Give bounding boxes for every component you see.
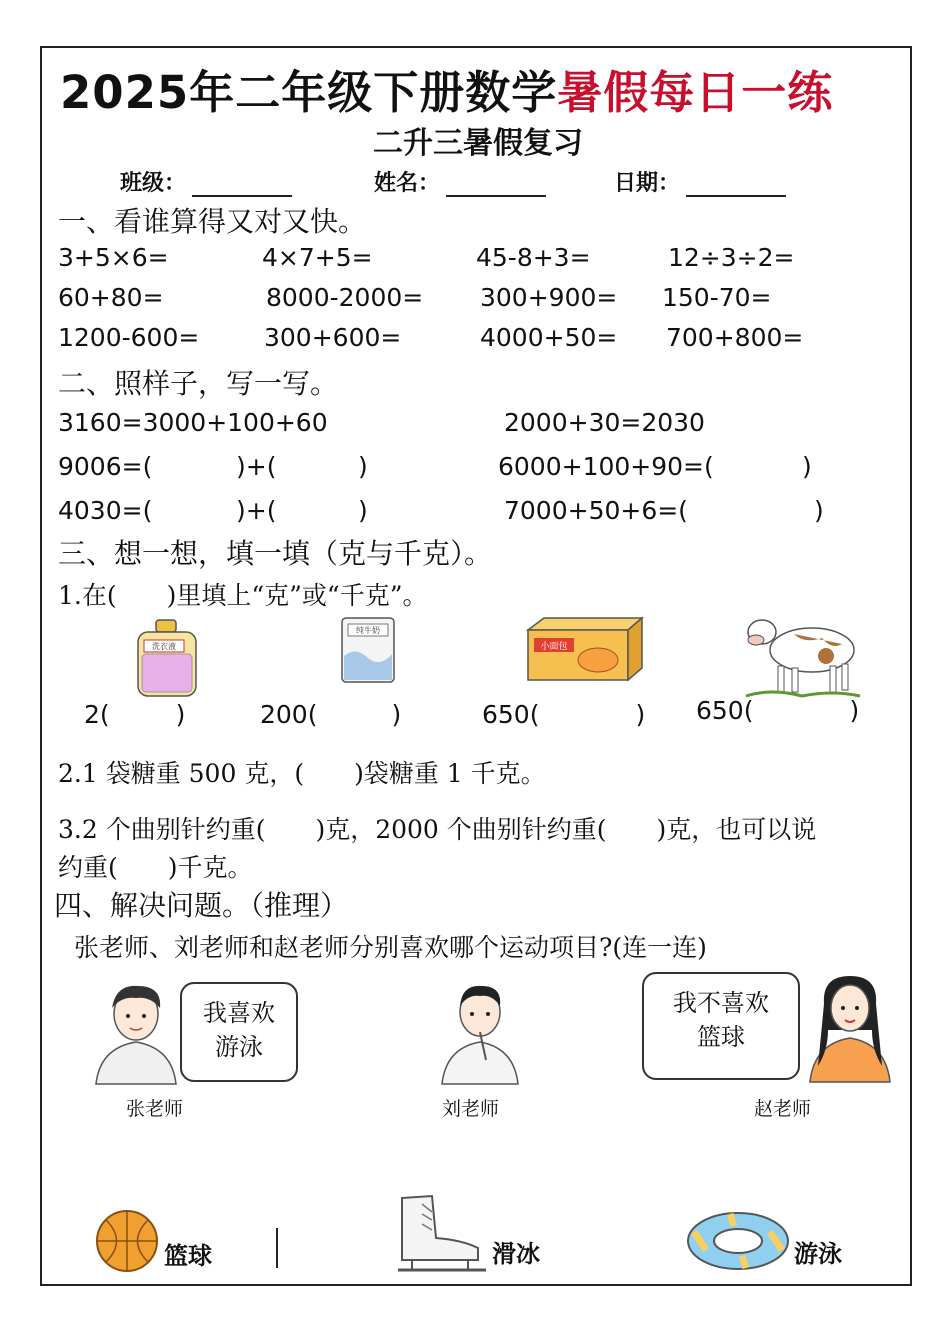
date-label: 日期： bbox=[614, 171, 681, 196]
example-left: 3160=3000+100+60 bbox=[58, 408, 328, 437]
date-field[interactable] bbox=[614, 166, 786, 197]
calc-item: 300+600= bbox=[264, 323, 402, 352]
calc-item: 60+80= bbox=[58, 283, 164, 312]
fill-9006-close: ) bbox=[358, 452, 368, 481]
item1-fill bbox=[84, 700, 185, 729]
fill-4030-plus: )+( bbox=[236, 496, 277, 525]
name-blank[interactable] bbox=[446, 175, 546, 197]
calc-item: 150-70= bbox=[662, 283, 772, 312]
name-label: 姓名： bbox=[374, 171, 441, 196]
sport-basketball-label[interactable]: 篮球 bbox=[164, 1242, 212, 1270]
svg-text:洗衣液: 洗衣液 bbox=[152, 642, 176, 651]
calc-item: 12÷3÷2= bbox=[668, 243, 795, 272]
class-label: 班级： bbox=[120, 171, 187, 196]
calc-item: 45-8+3= bbox=[476, 243, 591, 272]
fill-7056-close: ) bbox=[814, 496, 824, 525]
page-subtitle: 二升三暑假复习 bbox=[373, 126, 583, 161]
example-right: 2000+30=2030 bbox=[504, 408, 705, 437]
teacher-zhao-figure-icon bbox=[802, 970, 898, 1084]
q3-text-line1: 3.2 个曲别针约重( )克，2000 个曲别针约重( )克，也可以说 bbox=[58, 815, 817, 844]
class-blank[interactable] bbox=[192, 175, 292, 197]
basketball-icon[interactable] bbox=[94, 1208, 160, 1274]
item1-close: ) bbox=[175, 700, 186, 729]
svg-text:小面包: 小面包 bbox=[540, 642, 568, 652]
teacher-liu-figure-icon bbox=[434, 976, 526, 1086]
item1-value: 2( bbox=[84, 700, 110, 729]
bubble-zhao bbox=[642, 972, 800, 1080]
svg-text:纯牛奶: 纯牛奶 bbox=[356, 626, 380, 635]
bubble-zhang-line2: 游泳 bbox=[215, 1033, 263, 1061]
detergent-bottle-icon bbox=[132, 618, 204, 700]
calc-item: 8000-2000= bbox=[266, 283, 424, 312]
q2-text: 2.1 袋糖重 500 克，( )袋糖重 1 千克。 bbox=[58, 759, 546, 788]
worksheet-page bbox=[40, 46, 912, 1286]
item2-fill bbox=[260, 700, 401, 729]
fill-4030: 4030=( bbox=[58, 496, 153, 525]
bubble-zhao-line2: 篮球 bbox=[697, 1023, 745, 1051]
calc-item: 4×7+5= bbox=[262, 243, 373, 272]
calc-item: 300+900= bbox=[480, 283, 618, 312]
title-black: 2025年二年级下册数学 bbox=[60, 66, 558, 119]
item3-fill bbox=[482, 700, 645, 729]
item4-value: 650( bbox=[696, 696, 754, 725]
sport-swimming-label[interactable]: 游泳 bbox=[794, 1240, 842, 1268]
sport-skating-label[interactable]: 滑冰 bbox=[492, 1240, 540, 1268]
calc-item: 1200-600= bbox=[58, 323, 200, 352]
bubble-zhang-line1: 我喜欢 bbox=[203, 999, 275, 1027]
teacher-zhao-name: 赵老师 bbox=[754, 1098, 812, 1120]
fill-7056: 7000+50+6=( bbox=[504, 496, 688, 525]
fill-4030-close: ) bbox=[358, 496, 368, 525]
teacher-liu-name: 刘老师 bbox=[442, 1098, 500, 1120]
name-field[interactable] bbox=[374, 166, 546, 197]
item2-close: ) bbox=[391, 700, 402, 729]
fill-9006: 9006=( bbox=[58, 452, 153, 481]
calc-item: 4000+50= bbox=[480, 323, 618, 352]
teacher-zhang-figure-icon bbox=[86, 976, 186, 1086]
q3-text-line2: 约重( )千克。 bbox=[58, 853, 253, 882]
calc-item: 3+5×6= bbox=[58, 243, 169, 272]
section4-question: 张老师、刘老师和赵老师分别喜欢哪个运动项目?(连一连) bbox=[74, 933, 707, 962]
item3-value: 650( bbox=[482, 700, 540, 729]
bubble-zhao-line1: 我不喜欢 bbox=[673, 989, 769, 1017]
item2-value: 200( bbox=[260, 700, 318, 729]
fill-9006-plus: )+( bbox=[236, 452, 277, 481]
page-title bbox=[60, 56, 833, 121]
section4-title: 四、解决问题。（推理） bbox=[54, 889, 349, 922]
date-blank[interactable] bbox=[686, 175, 786, 197]
section1-title: 一、看谁算得又对又快。 bbox=[58, 205, 367, 238]
bread-box-icon bbox=[524, 614, 646, 684]
ice-skate-icon[interactable] bbox=[392, 1188, 492, 1278]
item4-fill bbox=[696, 696, 859, 725]
title-red: 暑假每日一练 bbox=[557, 66, 834, 119]
class-field[interactable] bbox=[120, 166, 292, 197]
cow-icon bbox=[742, 604, 862, 700]
swim-ring-icon[interactable] bbox=[684, 1208, 792, 1274]
q1-text: 1.在( )里填上“克”或“千克”。 bbox=[58, 581, 428, 610]
fill-6190: 6000+100+90=( bbox=[498, 452, 714, 481]
fill-6190-close: ) bbox=[802, 452, 812, 481]
item4-close: ) bbox=[849, 696, 860, 725]
milk-pack-icon bbox=[338, 616, 398, 684]
teacher-zhang-name: 张老师 bbox=[126, 1098, 184, 1120]
section2-title: 二、照样子，写一写。 bbox=[58, 367, 339, 400]
bubble-zhang bbox=[180, 982, 298, 1082]
item3-close: ) bbox=[635, 700, 646, 729]
section3-title: 三、想一想，填一填（克与千克）。 bbox=[58, 537, 493, 570]
calc-item: 700+800= bbox=[666, 323, 804, 352]
divider bbox=[276, 1228, 278, 1268]
